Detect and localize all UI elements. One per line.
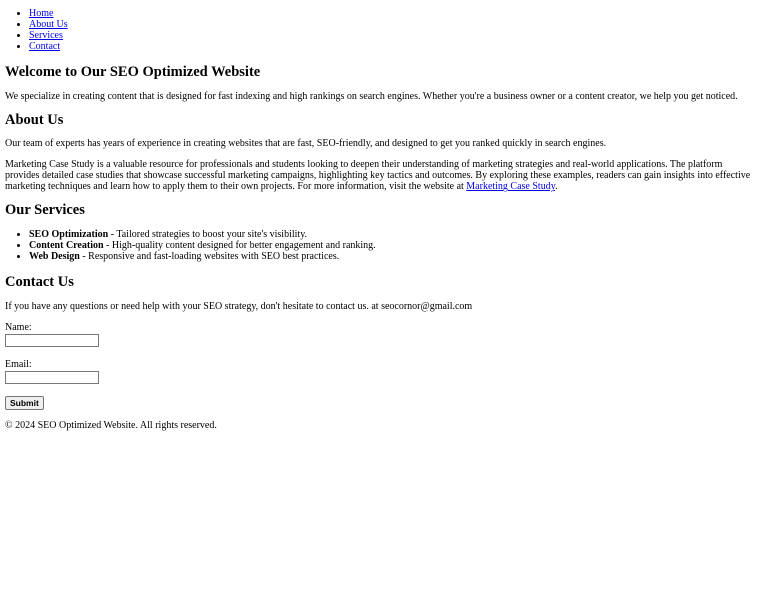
nav-link-about[interactable]: About Us xyxy=(29,19,68,30)
service-desc: - Responsive and fast-loading websites with SEO best practices. xyxy=(79,251,340,263)
contact-section xyxy=(5,274,755,420)
case-study-link[interactable]: Marketing Case Study xyxy=(466,181,556,193)
nav-item-home xyxy=(29,8,755,19)
case-study-end: . xyxy=(555,181,558,193)
nav-item-services xyxy=(29,30,755,41)
main-nav xyxy=(5,8,755,52)
footer xyxy=(5,420,755,431)
service-item xyxy=(29,240,755,251)
services-section xyxy=(5,202,755,262)
service-name: Web Design xyxy=(29,251,80,263)
footer-text: © 2024 SEO Optimized Website. All rights reserved. xyxy=(5,419,217,431)
hero-section xyxy=(5,64,755,102)
services-title: Our Services xyxy=(5,202,85,219)
case-study-paragraph xyxy=(5,159,755,192)
nav-link-home[interactable]: Home xyxy=(29,8,54,19)
contact-text: If you have any questions or need help with your SEO strategy, don't hesitate to contact us. at seocornor@gmail.com xyxy=(5,300,473,312)
about-section xyxy=(5,112,755,193)
case-study-text: Marketing Case Study is a valuable resource for professionals and students looking to deepen their understanding of marketing strategies and real-world applications. The platform provides detailed case studies that showcase successful marketing campaigns, highlighting key tactics and outcomes. By exploring these examples, readers can gain insights into effective marketing techniques and learn how to apply them to their own projects. For more information, visit the website at xyxy=(5,159,751,193)
contact-form xyxy=(5,322,755,420)
nav-link-contact[interactable]: Contact xyxy=(29,41,61,52)
name-input[interactable] xyxy=(5,334,99,347)
services-list xyxy=(5,229,755,262)
service-item xyxy=(29,229,755,240)
about-title: About Us xyxy=(5,111,64,128)
nav-item-about xyxy=(29,19,755,30)
service-item xyxy=(29,251,755,262)
contact-title: Contact Us xyxy=(5,274,74,291)
service-desc: - Tailored strategies to boost your site's visibility. xyxy=(108,229,308,241)
about-text: Our team of experts has years of experience in creating websites that are fast, SEO-friendly, and designed to get you ranked quickly in search engines. xyxy=(5,138,607,150)
service-name: Content Creation xyxy=(29,240,104,252)
nav-list xyxy=(5,8,755,52)
nav-item-contact xyxy=(29,41,755,52)
email-input[interactable] xyxy=(5,371,99,384)
service-desc: - High-quality content designed for better engagement and ranking. xyxy=(103,240,376,252)
hero-text: We specialize in creating content that is designed for fast indexing and high rankings on search engines. Whether you're a business owner or a content creator, we help you get noticed. xyxy=(5,90,738,102)
name-label: Name: xyxy=(5,321,32,333)
submit-button[interactable]: Submit xyxy=(5,396,44,410)
submit-row xyxy=(5,396,755,420)
service-name: SEO Optimization xyxy=(29,229,109,241)
hero-title: Welcome to Our SEO Optimized Website xyxy=(5,64,261,80)
nav-link-services[interactable]: Services xyxy=(29,30,63,41)
email-label: Email: xyxy=(5,358,32,370)
